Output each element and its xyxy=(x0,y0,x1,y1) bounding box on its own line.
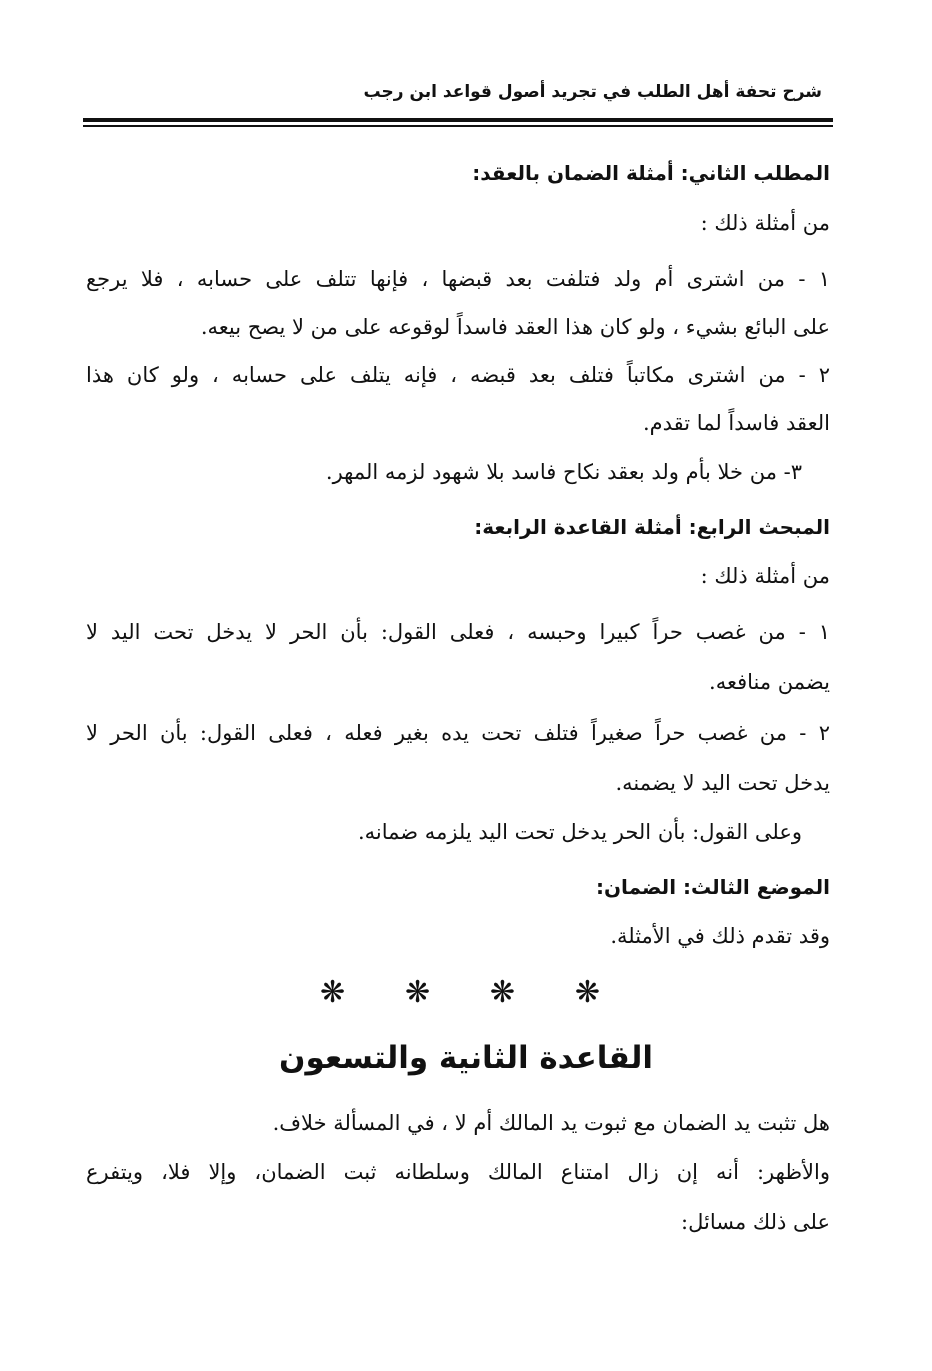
header-rule-thick xyxy=(83,118,833,122)
paragraph-line: ٢ - من غصب حراً صغيراً فتلف تحت يده بغير فعله ، فعلى القول: بأن الحر لا xyxy=(86,721,830,745)
paragraph-line: وقد تقدم ذلك في الأمثلة. xyxy=(610,924,830,948)
subsection-heading: المطلب الثاني: أمثلة الضمان بالعقد: xyxy=(472,161,830,185)
running-header xyxy=(85,78,822,114)
header-title: شرح تحفة أهل الطلب في تجريد أصول قواعد ابن رجب xyxy=(363,82,822,102)
paragraph-line: من أمثلة ذلك : xyxy=(700,211,830,235)
paragraph-line: يدخل تحت اليد لا يضمنه. xyxy=(615,771,830,795)
paragraph-line: والأظهر: أنه إن زال امتناع المالك وسلطانه ثبت الضمان، وإلا فلا، ويتفرع xyxy=(86,1160,830,1184)
paragraph-line: ١ - من اشترى أم ولد فتلفت بعد قبضها ، فإنها تتلف على حسابه ، فلا يرجع xyxy=(86,267,830,291)
paragraph-line: يضمن منافعه. xyxy=(709,670,830,694)
asterism-icon: ❋ xyxy=(574,975,600,1010)
paragraph-line: العقد فاسداً لما تقدم. xyxy=(642,411,830,435)
section-separator xyxy=(320,975,600,1010)
paragraph-line: هل تثبت يد الضمان مع ثبوت يد المالك أم لا ، في المسألة خلاف. xyxy=(272,1111,830,1135)
section-heading: المبحث الرابع: أمثلة القاعدة الرابعة: xyxy=(474,515,830,539)
paragraph-line: من أمثلة ذلك : xyxy=(700,564,830,588)
paragraph-line: ٣- من خلا بأم ولد بعقد نكاح فاسد بلا شهود لزمه المهر. xyxy=(325,460,802,484)
paragraph-line: وعلى القول: بأن الحر يدخل تحت اليد يلزمه ضمانه. xyxy=(357,820,802,844)
paragraph-line: ٢ - من اشترى مكاتباً فتلف بعد قبضه ، فإنه يتلف على حسابه ، ولو كان هذا xyxy=(86,363,830,387)
asterism-icon: ❋ xyxy=(404,975,431,1010)
asterism-icon: ❋ xyxy=(320,975,346,1010)
subsection-heading: الموضع الثالث: الضمان: xyxy=(595,875,830,899)
header-rule-thin xyxy=(83,125,833,127)
paragraph-line: على البائع بشيء ، ولو كان هذا العقد فاسداً لوقوعه على من لا يصح بيعه. xyxy=(200,315,830,339)
rule-title: القاعدة الثانية والتسعون xyxy=(279,1040,653,1076)
paragraph-line: على ذلك مسائل: xyxy=(681,1210,830,1234)
paragraph-line: ١ - من غصب حراً كبيرا وحبسه ، فعلى القول: بأن الحر لا يدخل تحت اليد لا xyxy=(86,620,830,644)
asterism-icon: ❋ xyxy=(489,975,516,1010)
